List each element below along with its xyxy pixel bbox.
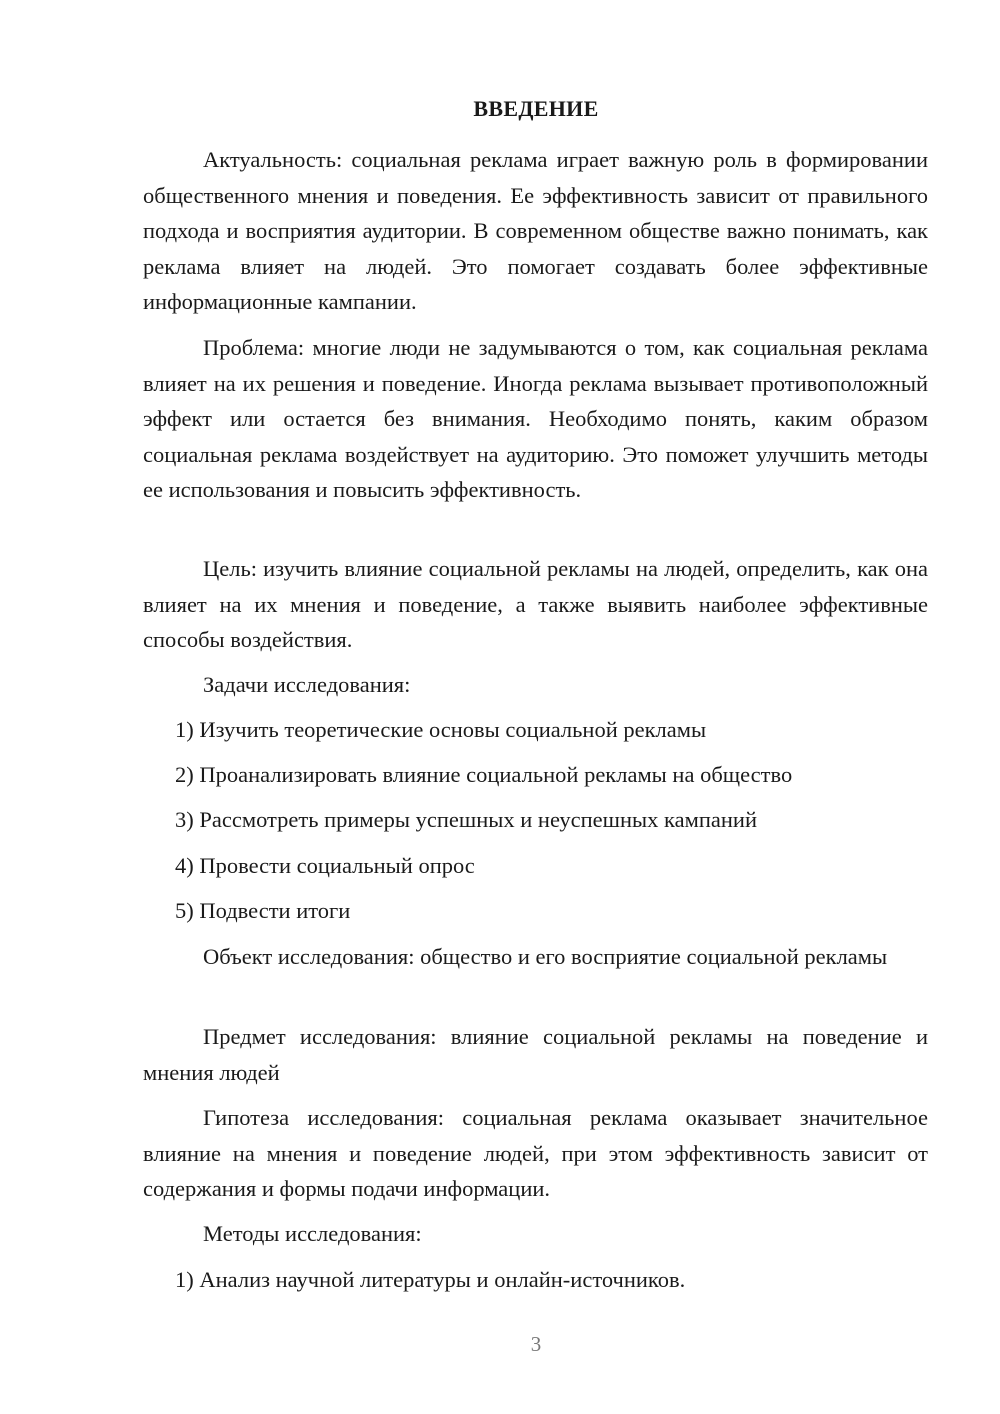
task-item: 1) Изучить теоретические основы социальной рекламы xyxy=(175,717,707,742)
object-paragraph: Объект исследования: общество и его восприятие социальной рекламы xyxy=(203,944,888,969)
task-item: 3) Рассмотреть примеры успешных и неуспешных кампаний xyxy=(175,807,757,832)
problem-paragraph: Проблема: многие люди не задумываются о том, как социальная реклама влияет на их решения и поведение. Иногда реклама вызывает противоположный эффект или остается без внимания. Необходимо понять, каким образом социальная реклама воздействует на аудиторию. Это поможет улучшить методы ее использования и повысить эффективность. xyxy=(143,335,928,502)
subject-paragraph: Предмет исследования: влияние социальной рекламы на поведение и мнения людей xyxy=(143,1024,928,1085)
method-item: 1) Анализ научной литературы и онлайн-источников. xyxy=(175,1267,686,1292)
page-title: ВВЕДЕНИЕ xyxy=(473,96,599,121)
task-item: 4) Провести социальный опрос xyxy=(175,853,475,878)
goal-paragraph: Цель: изучить влияние социальной рекламы на людей, определить, как она влияет на их мнения и поведение, а также выявить наиболее эффективные способы воздействия. xyxy=(143,556,928,652)
page-number: 3 xyxy=(530,1332,542,1356)
methods-heading: Методы исследования: xyxy=(203,1221,422,1246)
task-item: 2) Проанализировать влияние социальной рекламы на общество xyxy=(175,762,793,787)
relevance-paragraph: Актуальность: социальная реклама играет важную роль в формировании общественного мнения и поведения. Ее эффективность зависит от правильного подхода и восприятия аудитории. В современном обществе важно понимать, как реклама влияет на людей. Это помогает создавать более эффективные информационные кампании. xyxy=(143,147,928,314)
hypothesis-paragraph: Гипотеза исследования: социальная реклама оказывает значительное влияние на мнения и поведение людей, при этом эффективность зависит от содержания и формы подачи информации. xyxy=(143,1105,928,1201)
task-item: 5) Подвести итоги xyxy=(175,898,351,923)
tasks-heading: Задачи исследования: xyxy=(203,672,411,697)
